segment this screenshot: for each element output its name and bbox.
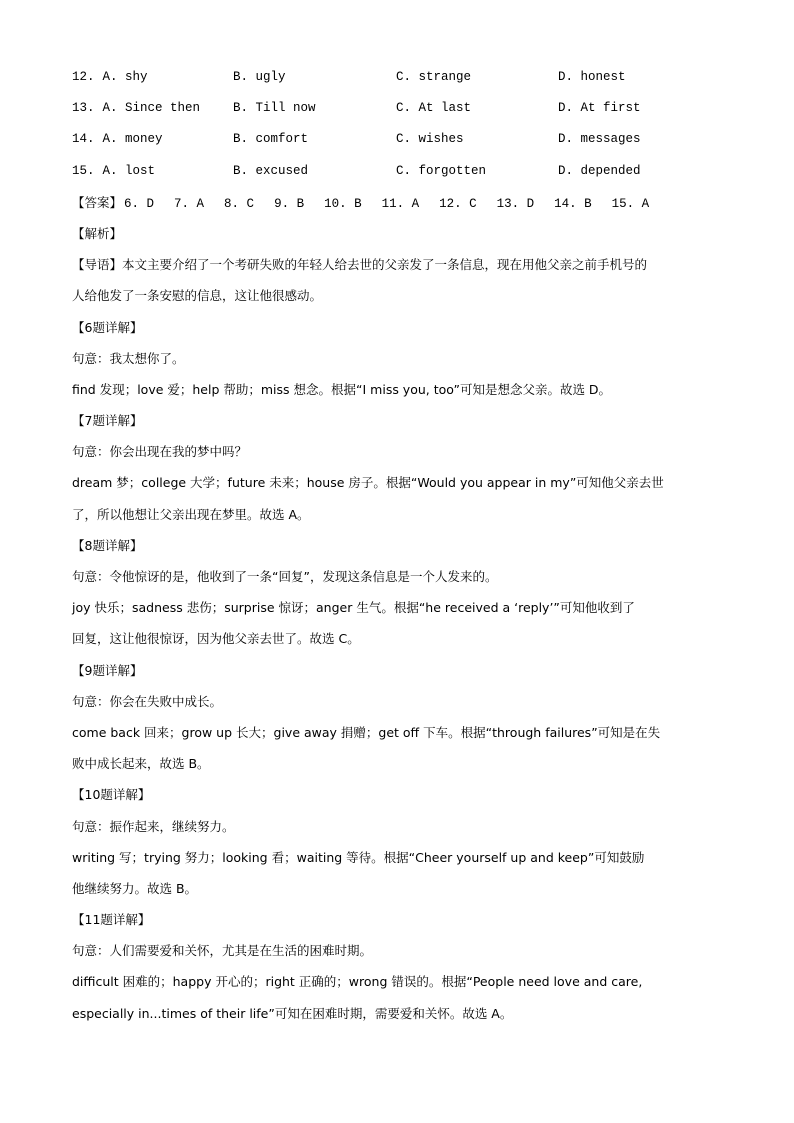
- question-number: 15.: [72, 163, 95, 178]
- option-a-text: A. lost: [102, 163, 156, 178]
- option-b: B. excused: [233, 163, 309, 178]
- intro-line: 人给他发了一条安慰的信息，这让他很感动。: [72, 288, 323, 304]
- option-d: D. messages: [558, 132, 641, 147]
- explanation-line: 回复，这让他很惊讶，因为他父亲去世了。故选 C。: [72, 631, 360, 647]
- answer-item: 7. A: [174, 196, 205, 211]
- intro-line: 【导语】本文主要介绍了一个考研失败的年轻人给去世的父亲发了一条信息，现在用他父亲之前手机号的: [72, 257, 648, 273]
- option-b: B. Till now: [233, 101, 316, 116]
- explanation-line: come back 回来；grow up 长大；give away 捐赠；get off 下车。根据“through failures”可知是在失: [72, 724, 661, 740]
- section-heading: 【6题详解】: [72, 319, 143, 335]
- explanation-line: difficult 困难的；happy 开心的；right 正确的；wrong 错误的。根据“People need love and care,: [72, 974, 643, 990]
- explanation-line: 句意：你会在失败中成长。: [72, 693, 223, 709]
- question-number: 12.: [72, 70, 95, 84]
- option-a: [72, 62, 233, 93]
- explanation-line: find 发现；love 爱；help 帮助；miss 想念。根据“I miss you, too”可知是想念父亲。故选 D。: [72, 381, 612, 397]
- explanation-line: 败中成长起来，故选 B。: [72, 756, 210, 772]
- question-number: 14.: [72, 132, 95, 147]
- option-b: B. ugly: [233, 70, 286, 84]
- option-a: [72, 93, 233, 124]
- option-a: [72, 124, 233, 155]
- explanation-line: 句意：人们需要爱和关怀，尤其是在生活的困难时期。: [72, 943, 373, 959]
- option-d: D. At first: [558, 101, 641, 116]
- option-a: [72, 156, 233, 187]
- answer-item: 12. C: [439, 196, 477, 211]
- section-heading: 【11题详解】: [72, 912, 151, 928]
- answer-key: [72, 187, 732, 218]
- option-row: [72, 156, 732, 187]
- answer-item: 13. D: [496, 196, 535, 211]
- answer-item: 10. B: [324, 196, 362, 211]
- explanation-line: 句意：振作起来，继续努力。: [72, 818, 235, 834]
- option-row: [72, 93, 732, 124]
- answer-item: 11. A: [381, 196, 420, 211]
- answer-label: 【答案】: [72, 194, 123, 210]
- option-c: C. At last: [396, 101, 472, 116]
- analysis-heading: 【解析】: [72, 225, 123, 241]
- section-heading: 【10题详解】: [72, 787, 151, 803]
- answer-item: 15. A: [611, 196, 650, 211]
- explanation-line: 句意：我太想你了。: [72, 350, 185, 366]
- section-heading: 【9题详解】: [72, 662, 143, 678]
- option-c: C. forgotten: [396, 163, 487, 178]
- option-a-text: A. shy: [102, 70, 148, 84]
- explanation-line: 句意：令他惊讶的是，他收到了一条“回复”，发现这条信息是一个人发来的。: [72, 569, 498, 584]
- answer-item: 8. C: [224, 196, 255, 211]
- option-row: [72, 62, 732, 93]
- answer-item: 14. B: [554, 196, 592, 211]
- option-c: C. wishes: [396, 132, 464, 147]
- option-d: D. depended: [558, 163, 641, 178]
- option-d: D. honest: [558, 70, 626, 84]
- explanation-line: especially in...times of their life”可知在困难时期，需要爱和关怀。故选 A。: [72, 1005, 513, 1021]
- option-b: B. comfort: [233, 132, 309, 147]
- document-page: [72, 62, 732, 1029]
- question-number: 13.: [72, 101, 95, 116]
- explanation-line: writing 写；trying 努力；looking 看；waiting 等待。根据“Cheer yourself up and keep”可知鼓励: [72, 849, 645, 865]
- explanation-line: 了，所以他想让父亲出现在梦里。故选 A。: [72, 506, 310, 522]
- explanation-line: joy 快乐；sadness 悲伤；surprise 惊讶；anger 生气。根据“he received a ‘reply’”可知他收到了: [72, 600, 635, 616]
- answer-item: 9. B: [274, 196, 305, 211]
- option-c: C. strange: [396, 70, 472, 84]
- option-a-text: A. money: [102, 132, 163, 147]
- explanation-line: 句意：你会出现在我的梦中吗？: [72, 444, 248, 460]
- section-heading: 【7题详解】: [72, 413, 143, 429]
- answer-item: 6. D: [124, 196, 155, 211]
- explanation-line: 他继续努力。故选 B。: [72, 880, 198, 896]
- option-a-text: A. Since then: [102, 101, 201, 116]
- explanation-line: dream 梦；college 大学；future 未来；house 房子。根据“Would you appear in my”可知他父亲去世: [72, 475, 664, 491]
- option-row: [72, 124, 732, 155]
- section-heading: 【8题详解】: [72, 537, 143, 553]
